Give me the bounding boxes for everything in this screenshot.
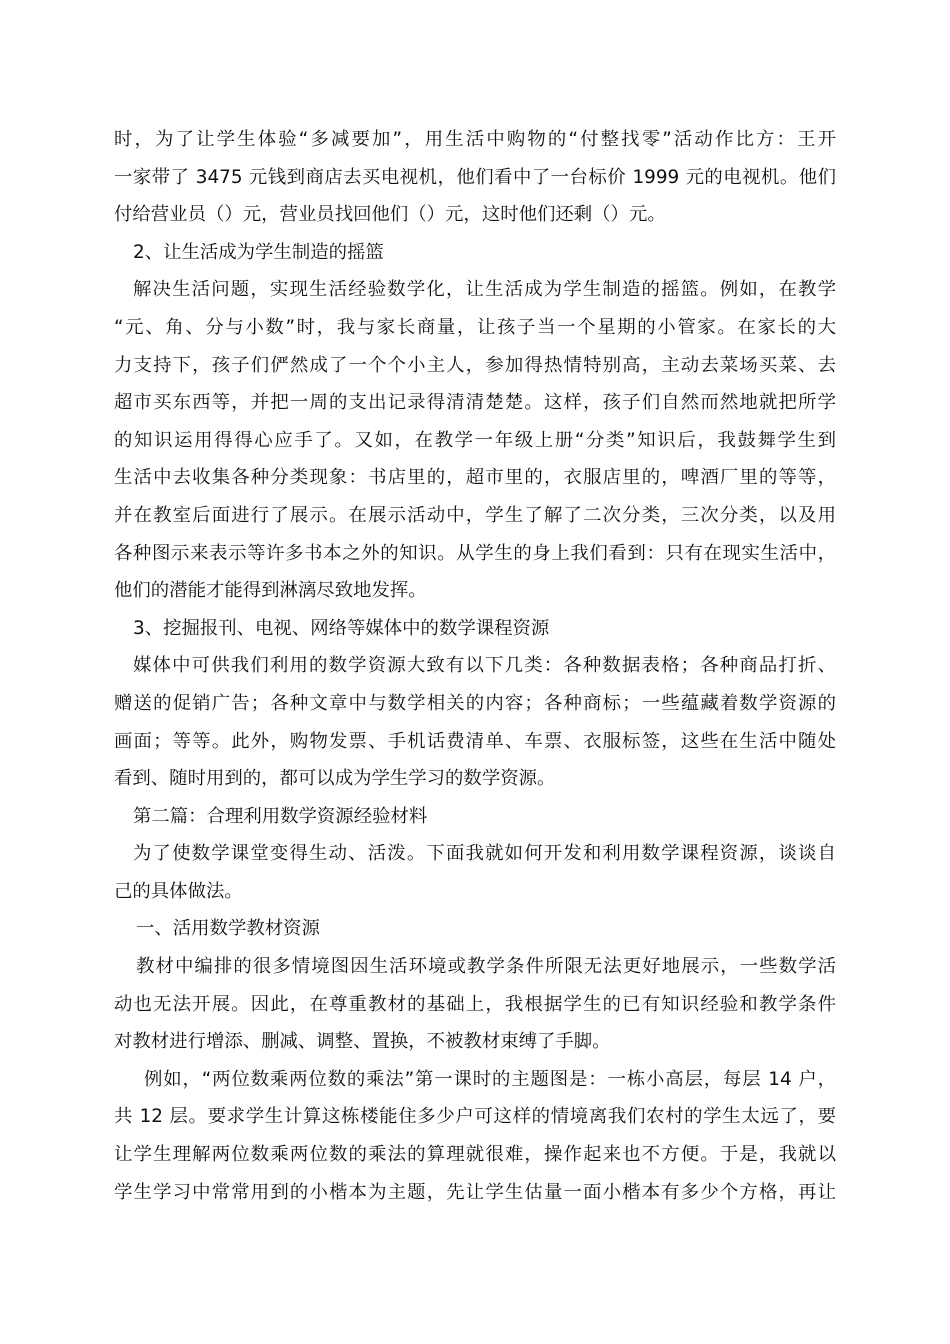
paragraph-line: 时，为了让学生体验“多减要加”，用生活中购物的“付整找零”活动作比方：王开 — [114, 129, 836, 150]
paragraph-line: 各种图示来表示等许多书本之外的知识。从学生的身上我们看到：只有在现实生活中， — [114, 542, 836, 564]
paragraph-line: 他们的潜能才能得到淋漓尽致地发挥。 — [114, 580, 427, 602]
paragraph-line: 己的具体做法。 — [114, 880, 243, 902]
paragraph-line: 画面；等等。此外，购物发票、手机话费清单、车票、衣服标签，这些在生活中随处 — [114, 730, 836, 752]
paragraph-line: 学生学习中常常用到的小楷本为主题，先让学生估量一面小楷本有多少个方格，再让 — [114, 1181, 836, 1203]
paragraph-line: 看到、随时用到的，都可以成为学生学习的数学资源。 — [114, 768, 556, 790]
section-heading: 2、让生活成为学生制造的摇篮 — [133, 241, 384, 263]
paragraph-line: 生活中去收集各种分类现象：书店里的，超市里的，衣服店里的，啤酒厂里的等等， — [114, 467, 836, 489]
paragraph-line: 让学生理解两位数乘两位数的乘法的算理就很难，操作起来也不方便。于是，我就以 — [114, 1144, 836, 1166]
chapter-heading: 第二篇：合理利用数学资源经验材料 — [133, 805, 428, 827]
paragraph-line: 共 12 层。要求学生计算这栋楼能住多少户可这样的情境离我们农村的学生太远了，要 — [114, 1106, 836, 1128]
section-heading: 3、挖掘报刊、电视、网络等媒体中的数学课程资源 — [133, 617, 550, 639]
paragraph-line: 的知识运用得得心应手了。又如，在教学一年级上册“分类”知识后，我鼓舞学生到 — [114, 429, 836, 451]
paragraph-line: 赠送的促销广告；各种文章中与数学相关的内容；各种商标；一些蕴藏着数学资源的 — [114, 692, 836, 714]
paragraph-line: 动也无法开展。因此，在尊重教材的基础上，我根据学生的已有知识经验和教学条件 — [114, 993, 836, 1015]
paragraph-line: 教材中编排的很多情境图因生活环境或教学条件所限无法更好地展示，一些数学活 — [136, 956, 836, 978]
paragraph-line: 力支持下，孩子们俨然成了一个个小主人，参加得热情特别高，主动去菜场买菜、去 — [114, 354, 836, 376]
paragraph-line: 并在教室后面进行了展示。在展示活动中，学生了解了二次分类，三次分类，以及用 — [114, 504, 836, 526]
paragraph-line: 一家带了 3475 元钱到商店去买电视机，他们看中了一台标价 1999 元的电视机。他们 — [114, 166, 836, 188]
section-heading: 一、活用数学教材资源 — [136, 918, 320, 940]
paragraph-line: 超市买东西等，并把一周的支出记录得清清楚楚。这样，孩子们自然而然地就把所学 — [114, 392, 836, 414]
paragraph-line: 付给营业员（）元，营业员找回他们（）元，这时他们还剩（）元。 — [114, 204, 666, 226]
document-body — [114, 121, 836, 1211]
paragraph-line: 媒体中可供我们利用的数学资源大致有以下几类：各种数据表格；各种商品打折、 — [133, 655, 836, 677]
paragraph-line: “元、角、分与小数”时，我与家长商量，让孩子当一个星期的小管家。在家长的大 — [114, 316, 836, 338]
paragraph-line: 对教材进行增添、删减、调整、置换，不被教材束缚了手脚。 — [114, 1031, 611, 1053]
paragraph-line: 为了使数学课堂变得生动、活泼。下面我就如何开发和利用数学课程资源，谈谈自 — [133, 843, 836, 865]
paragraph-line: 解决生活问题，实现生活经验数学化，让生活成为学生制造的摇篮。例如，在教学 — [133, 279, 836, 301]
paragraph-line: 例如，“两位数乘两位数的乘法”第一课时的主题图是：一栋小高层，每层 14 户， — [144, 1068, 836, 1090]
